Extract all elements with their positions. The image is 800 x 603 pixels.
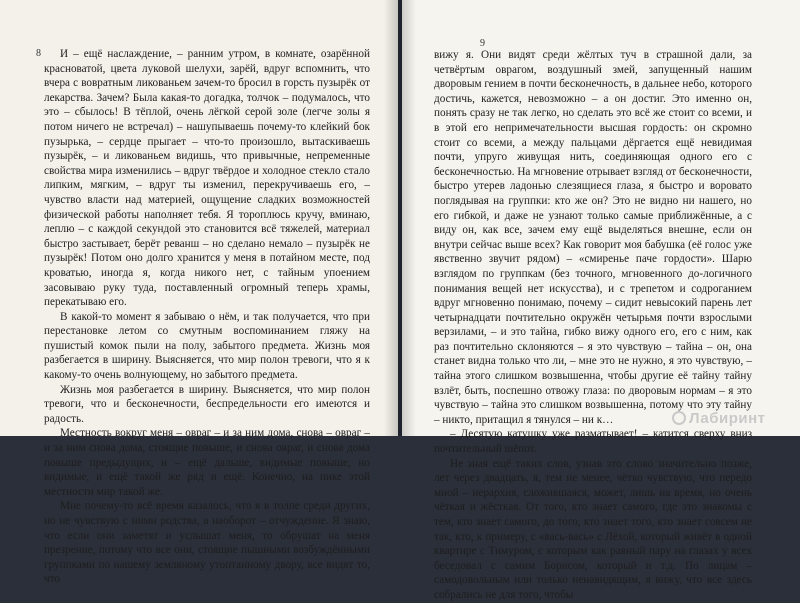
paragraph: Мне почему-то всё время казалось, что я в толпе среди других, но не чувствую с ними родства, а наоборот – отчуждение. Я знаю, что если они заметят и услышат меня, то обрушат на меня презрение, потому что все они, стоящие пышными возбуждёнными группками по нашему земляному утоптанному двору, все видят то, что xyxy=(44,500,370,586)
paragraph: вижу я. Они видят среди жёлтых туч в страшной дали, за четвёртым оврагом, воздушный змей, запущенный нашим дворовым гением в почти бесконечность, в дальнее небо, которого достичь, кажется, невозможно – а он достиг. Это именно он, понять сразу не так легко, но сделать это всё же стоит со всеми, и в этой его непримечательности высшая гордость: он скромно стоит со всеми, а между пальцами дёргается ещё невидимая почти, упруго живущая нить, соединяющая одного его с бесконечностью. На мгновение отрывает взгляд от бесконечности, быстро утерев ладонью слезящиеся глаза, я быстро и воровато поглядывая на группки: кто же он? Это не видно ни нашего, но его гибкой, и даже не узнают только самые приближённые, а с виду он, как все, зачем ему ещё выделяться внешне, если он внутри сейчас выше всех? Как говорит моя бабушка (её голос уже явственно звучит рядом) – «смиренье паче гордости». Шарю взглядом по группкам (без точного, мгновенного до-логичного понимания вещей нет искусства), и с трепетом и содроганием вдруг мгновенно понимаю, почему – сидит невысокий парень лет четырнадцати почтительно окружён четырьмя почти взрослыми верзилами, – и это тайна, гибко вижу одного его, его с ним, как раз почтительно склоняются – я это чувствую – тайна – он, она станет видна только что ли, – мне это не нужно, я это чувствую, – тайна этого слишком возвышенна, чтобы другие её тайну тайну взлёт, быть, поспешно отвожу глаза: по дворовым нормам – я это чувствую – тайна это слишком возвышенна, потому что эту тайну – никто, притащил я тянулся – ни к… xyxy=(434,49,752,426)
left-page-text xyxy=(44,47,370,587)
right-page-text xyxy=(434,48,752,603)
left-page xyxy=(0,0,398,586)
watermark-logo xyxy=(672,410,766,427)
paragraph: В какой-то момент я забываю о нём, и так получается, что при перестановке летом со смутным воспоминанием гляжу на пушистый комок пыли на полу, забытого предмета. Жизнь моя разбегается в ширину. Выясняется, что мир полон тревоги, что я к какому-то очень волнующему, но забытого предмета. xyxy=(44,310,370,382)
paragraph: И – ещё наслаждение, – ранним утром, в комнате, озарённой красноватой, цвета луковой шелухи, зарёй, вдруг вспомнить, что вчера с вовратным ликованьем зачем-то бросил в горсть пузырёк от лекарства. Зачем? Была какая-то догадка, толчок – подумалось, что это – сбылось! В тёплой, очень лёгкой серой золе (легче золы я потом ничего не встречал) – нашупываешь почему-то клейкий бок пузырька, – сердце прыгает – что-то произошло, вытаскиваешь пузырёк, – и ликованьем видишь, что привычные, непременные свойства мира изменились – вдруг твёрдое и холодное стекло стало липким, мягким, – вдруг ты изменил, перекручиваешь его, – чувство власти над материей, ощущение сладких возможностей физической работы наполняет тебя. Я тороплюсь кручу, вминаю, леплю – с каждой секундой это становится всё тяжелей, материал быстро застывает, берёт реванш – но сделано немало – пузырёк не пузырёк! Потом оно долго хранится у меня в потайном месте, под кроватью, иногда я, когда никого нет, с тайным упоением засовываю руку туда, поставленный огромный теперь храмы, перекатываю его. xyxy=(44,48,370,309)
page-number-right: 9 xyxy=(480,38,485,49)
labirint-logo-icon xyxy=(672,411,686,425)
right-page xyxy=(402,0,800,601)
watermark-text: Лабиринт xyxy=(689,410,766,427)
paragraph: – Десятую катушку уже разматывает! – катится сверху вниз почтительный шёпот. xyxy=(434,428,752,456)
paragraph: Местность вокруг меня – овраг – и за ним дома, снова – овраг – и за ним снова дома, стоящие повыше, и снова овраг, и снова дома повыше предыдущих, и – ещё дальше, видимые повыше, но видимые, и ещё такой же ряд и ещё. Конечно, на пике этой местности мир такой же. xyxy=(44,427,370,498)
paragraph: Не зная ещё таких слов, узнав это слово значительно позже, лет через двадцать, я, тем не менее, чётко чувствую, что передо мной – иерархия, сложившаяся, может, лишь на время, но очень чёткая и жёсткая. От того, кто знает самого, где это знакомы с тем, кто знает самого, до того, кто знает того, кто знает совсем не так, кто, к примеру, с «вась-вась» с Лёхой, который живёт в одной квартире с Тимуром, с которым как равный пару на глазах у всех беседовал с самим Борисом, который и т.д. По лицам – самодовольным или только ненавидящим, я вижу, что все здесь собрались не для того, чтобы xyxy=(434,457,752,601)
page-number-left: 8 xyxy=(36,48,41,59)
paragraph: Жизнь моя разбегается в ширину. Выясняется, что мир полон тревоги, что и бесконечности, беспредельности его имеются и радость. xyxy=(44,383,370,425)
